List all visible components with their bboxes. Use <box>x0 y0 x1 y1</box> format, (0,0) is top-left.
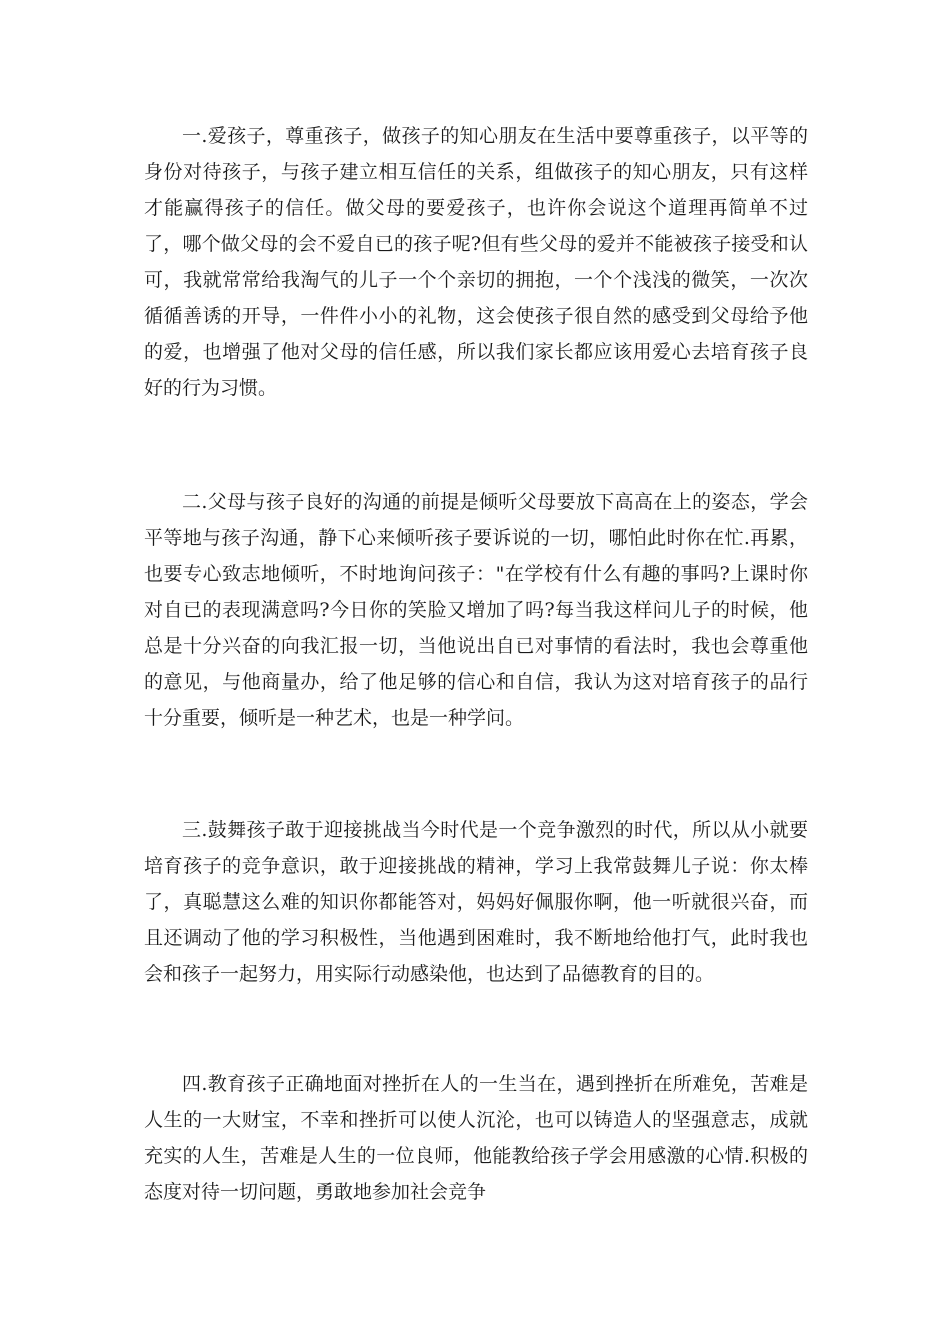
paragraph-2: 二.父母与孩子良好的沟通的前提是倾听父母要放下高高在上的姿态，学会平等地与孩子沟通，静下心来倾听孩子要诉说的一切，哪怕此时你在忙.再累，也要专心致志地倾听，不时地询问孩子："在学校有什么有趣的事吗?上课时你对自已的表现满意吗?今日你的笑脸又增加了吗?每当我这样问儿子的时候，他总是十分兴奋的向我汇报一切，当他说出自已对事情的看法时，我也会尊重他的意见，与他商量办，给了他足够的信心和自信，我认为这对培育孩子的品行十分重要，倾听是一种艺术，也是一种学问。 <box>144 491 808 729</box>
paragraph-1: 一.爱孩子，尊重孩子，做孩子的知心朋友在生活中要尊重孩子，以平等的身份对待孩子，与孩子建立相互信任的关系，组做孩子的知心朋友，只有这样才能赢得孩子的信任。做父母的要爱孩子，也许你会说这个道理再简单不过了，哪个做父母的会不爱自已的孩子呢?但有些父母的爱并不能被孩子接受和认可，我就常常给我淘气的儿子一个个亲切的拥抱，一个个浅浅的微笑，一次次循循善诱的开导，一件件小小的礼物，这会使孩子很自然的感受到父母给予他的爱，也增强了他对父母的信任感，所以我们家长都应该用爱心去培育孩子良好的行为习惯。 <box>144 125 808 399</box>
paragraph-4: 四.教育孩子正确地面对挫折在人的一生当在，遇到挫折在所难免，苦难是人生的一大财宝，不幸和挫折可以使人沉沦，也可以铸造人的坚强意志，成就充实的人生，苦难是人生的一位良师，他能教给孩子学会用感激的心情.积极的态度对待一切问题，勇敢地参加社会竞争 <box>144 1073 808 1203</box>
paragraph-3: 三.鼓舞孩子敢于迎接挑战当今时代是一个竞争激烈的时代，所以从小就要培育孩子的竞争意识，敢于迎接挑战的精神，学习上我常鼓舞儿子说：你太棒了，真聪慧这么难的知识你都能答对，妈妈好佩服你啊，他一听就很兴奋，而且还调动了他的学习积极性，当他遇到困难时，我不断地给他打气，此时我也会和孩子一起努力，用实际行动感染他，也达到了品德教育的目的。 <box>144 819 808 985</box>
